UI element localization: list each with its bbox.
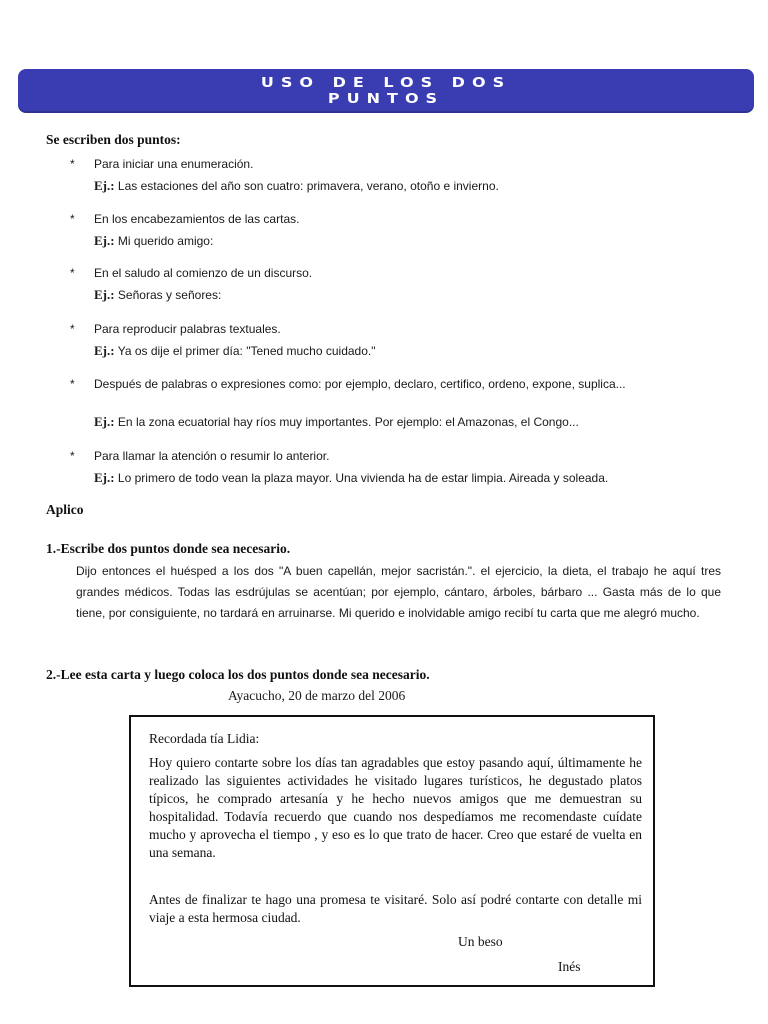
example-label: Ej.: bbox=[94, 178, 115, 193]
bullet: * bbox=[70, 266, 75, 280]
example-text: En la zona ecuatorial hay ríos muy importantes. Por ejemplo: el Amazonas, el Congo... bbox=[114, 415, 579, 429]
rule-example bbox=[94, 413, 624, 431]
letter-greeting: Recordada tía Lidia: bbox=[149, 731, 260, 746]
title-line-1: USO DE LOS DOS bbox=[260, 74, 512, 91]
letter-box bbox=[129, 715, 655, 987]
exercise-1-text: Dijo entonces el huésped a los dos "A buen capellán, mejor sacristán.". el ejercicio, la dieta, el trabajo he aquí tres grandes médicos. Todas las esdrújulas se acentúan; por ejemplo, cántaro, árboles, bárbaro ... Gasta más de lo que tiene, por consiguiente, no tardará en arruinarse. Mi querido e inolvidable amigo recibí tu carta que me alegró mucho. bbox=[76, 564, 721, 620]
example-label: Ej.: bbox=[94, 470, 115, 485]
rule-text: Para iniciar una enumeración. bbox=[94, 157, 254, 171]
exercise-2-title: 2.-Lee esta carta y luego coloca los dos puntos donde sea necesario. bbox=[46, 667, 430, 682]
letter-signature: Inés bbox=[558, 959, 581, 974]
example-label: Ej.: bbox=[94, 414, 115, 429]
letter-paragraph-2: Antes de finalizar te hago una promesa te visitaré. Solo así podré contarte con detalle mi viaje a esta hermosa ciudad. bbox=[149, 892, 642, 925]
example-text: Lo primero de todo vean la plaza mayor. Una vivienda ha de estar limpia. Aireada y soleada. bbox=[114, 471, 609, 485]
rule-text: Para llamar la atención o resumir lo anterior. bbox=[94, 449, 330, 463]
letter-closing: Un beso bbox=[458, 934, 503, 949]
bullet: * bbox=[70, 449, 75, 463]
rule-example bbox=[94, 469, 614, 487]
example-text: Ya os dije el primer día: "Tened mucho cuidado." bbox=[114, 344, 376, 358]
bullet: * bbox=[70, 157, 75, 171]
rule-example bbox=[94, 232, 624, 250]
example-text: Las estaciones del año son cuatro: primavera, verano, otoño e invierno. bbox=[114, 179, 499, 193]
aplico-heading: Aplico bbox=[46, 502, 84, 517]
rule-text: Después de palabras o expresiones como: por ejemplo, declaro, certifico, ordeno, expone, suplica... bbox=[94, 377, 626, 391]
bullet: * bbox=[70, 212, 75, 226]
rule-example bbox=[94, 342, 624, 360]
title-banner bbox=[18, 69, 754, 113]
rule-example bbox=[94, 177, 624, 195]
rule-text: En el saludo al comienzo de un discurso. bbox=[94, 266, 313, 280]
rules-heading: Se escriben dos puntos: bbox=[46, 132, 181, 147]
example-label: Ej.: bbox=[94, 233, 115, 248]
example-label: Ej.: bbox=[94, 287, 115, 302]
rule-example bbox=[94, 286, 624, 304]
rule-text: Para reproducir palabras textuales. bbox=[94, 322, 281, 336]
exercise-1-title: 1.-Escribe dos puntos donde sea necesario. bbox=[46, 541, 291, 556]
title-line-2: PUNTOS bbox=[327, 90, 445, 107]
rule-text: En los encabezamientos de las cartas. bbox=[94, 212, 300, 226]
example-text: Señoras y señores: bbox=[114, 288, 222, 302]
letter-paragraph-1: Hoy quiero contarte sobre los días tan agradables que estoy pasando aquí, últimamente he realizado las siguientes actividades he visitado lugares turísticos, he degustado platos típicos, he comprado artesanía y he hecho nuevos amigos que me demuestran su hospitalidad. Todavía recuerdo que cuando nos despedíamos me recomendaste cuídate mucho y aprovecha el tiempo , y eso es lo que trato de hacer. Creo que estaré de vuelta en una semana. bbox=[149, 755, 642, 860]
bullet: * bbox=[70, 377, 75, 391]
letter-date: Ayacucho, 20 de marzo del 2006 bbox=[228, 688, 406, 703]
example-text: Mi querido amigo: bbox=[114, 234, 214, 248]
bullet: * bbox=[70, 322, 75, 336]
example-label: Ej.: bbox=[94, 343, 115, 358]
